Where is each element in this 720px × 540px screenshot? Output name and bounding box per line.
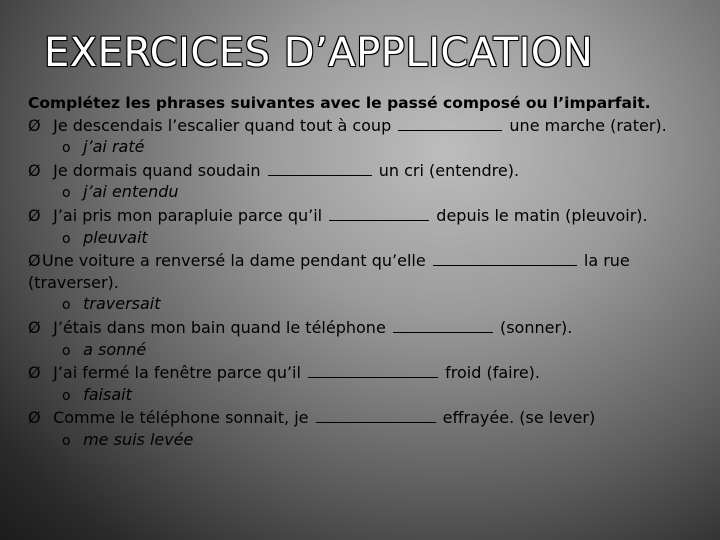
sentence-start: Je dormais quand soudain — [53, 160, 261, 180]
circle-bullet-icon: o — [62, 140, 71, 157]
fill-blank — [308, 376, 438, 378]
exercise-item — [28, 205, 712, 227]
circle-bullet-icon: o — [62, 230, 71, 247]
answer-line — [28, 227, 712, 251]
arrow-bullet-icon: Ø — [28, 160, 41, 180]
fill-blank — [433, 264, 577, 266]
fill-blank — [329, 219, 429, 221]
answer-text: a sonné — [83, 339, 147, 359]
sentence-start: Une voiture a renversé la dame pendant qu’elle — [42, 251, 426, 271]
answer-text: faisait — [83, 384, 132, 404]
exercise-item — [28, 115, 712, 137]
sentence-start: J’ai pris mon parapluie parce qu’il — [53, 205, 323, 225]
sentence-end: depuis le matin (pleuvoir). — [436, 205, 648, 225]
answer-text: traversait — [83, 294, 161, 314]
sentence-end: effrayée. (se lever) — [442, 408, 596, 428]
circle-bullet-icon: o — [62, 342, 71, 359]
arrow-bullet-icon: Ø — [28, 317, 41, 337]
answer-text: j’ai entendu — [83, 182, 179, 202]
exercise-body — [28, 93, 712, 453]
circle-bullet-icon: o — [62, 432, 71, 449]
sentence-start: J’étais dans mon bain quand le téléphone — [53, 317, 386, 337]
fill-blank — [398, 129, 502, 131]
sentence-end: un cri (entendre). — [378, 160, 520, 180]
answer-text: me suis levée — [83, 429, 194, 449]
arrow-bullet-icon: Ø — [28, 115, 41, 135]
sentence-end: froid (faire). — [445, 363, 540, 383]
answer-line — [28, 293, 712, 317]
exercise-item — [28, 160, 712, 182]
sentence-end: une marche (rater). — [509, 115, 667, 135]
answer-line — [28, 429, 712, 453]
circle-bullet-icon: o — [62, 185, 71, 202]
fill-blank — [316, 421, 436, 423]
exercise-item — [28, 407, 712, 429]
circle-bullet-icon: o — [62, 387, 71, 404]
sentence-start: Comme le téléphone sonnait, je — [53, 408, 309, 428]
answer-line — [28, 136, 712, 160]
arrow-bullet-icon: Ø — [28, 205, 41, 225]
answer-line — [28, 181, 712, 205]
arrow-bullet-icon: Ø — [28, 251, 41, 271]
sentence-start: Je descendais l’escalier quand tout à coup — [53, 115, 392, 135]
instruction-text: Complétez les phrases suivantes avec le passé composé ou l’imparfait. — [28, 94, 651, 112]
answer-line — [28, 339, 712, 363]
fill-blank — [268, 174, 372, 176]
sentence-end: (sonner). — [499, 317, 573, 337]
exercise-item — [28, 362, 712, 384]
answer-text: j’ai raté — [83, 137, 145, 157]
fill-blank — [393, 331, 493, 333]
arrow-bullet-icon: Ø — [28, 363, 41, 383]
sentence-start: J’ai fermé la fenêtre parce qu’il — [53, 363, 301, 383]
arrow-bullet-icon: Ø — [28, 408, 41, 428]
circle-bullet-icon: o — [62, 297, 71, 314]
exercise-item — [28, 317, 712, 339]
answer-line — [28, 384, 712, 408]
exercise-item — [28, 250, 712, 293]
sentence-end: la rue (traverser). — [28, 251, 630, 292]
slide-title: EXERCICES D’APPLICATION — [44, 30, 594, 76]
answer-text: pleuvait — [83, 227, 148, 247]
